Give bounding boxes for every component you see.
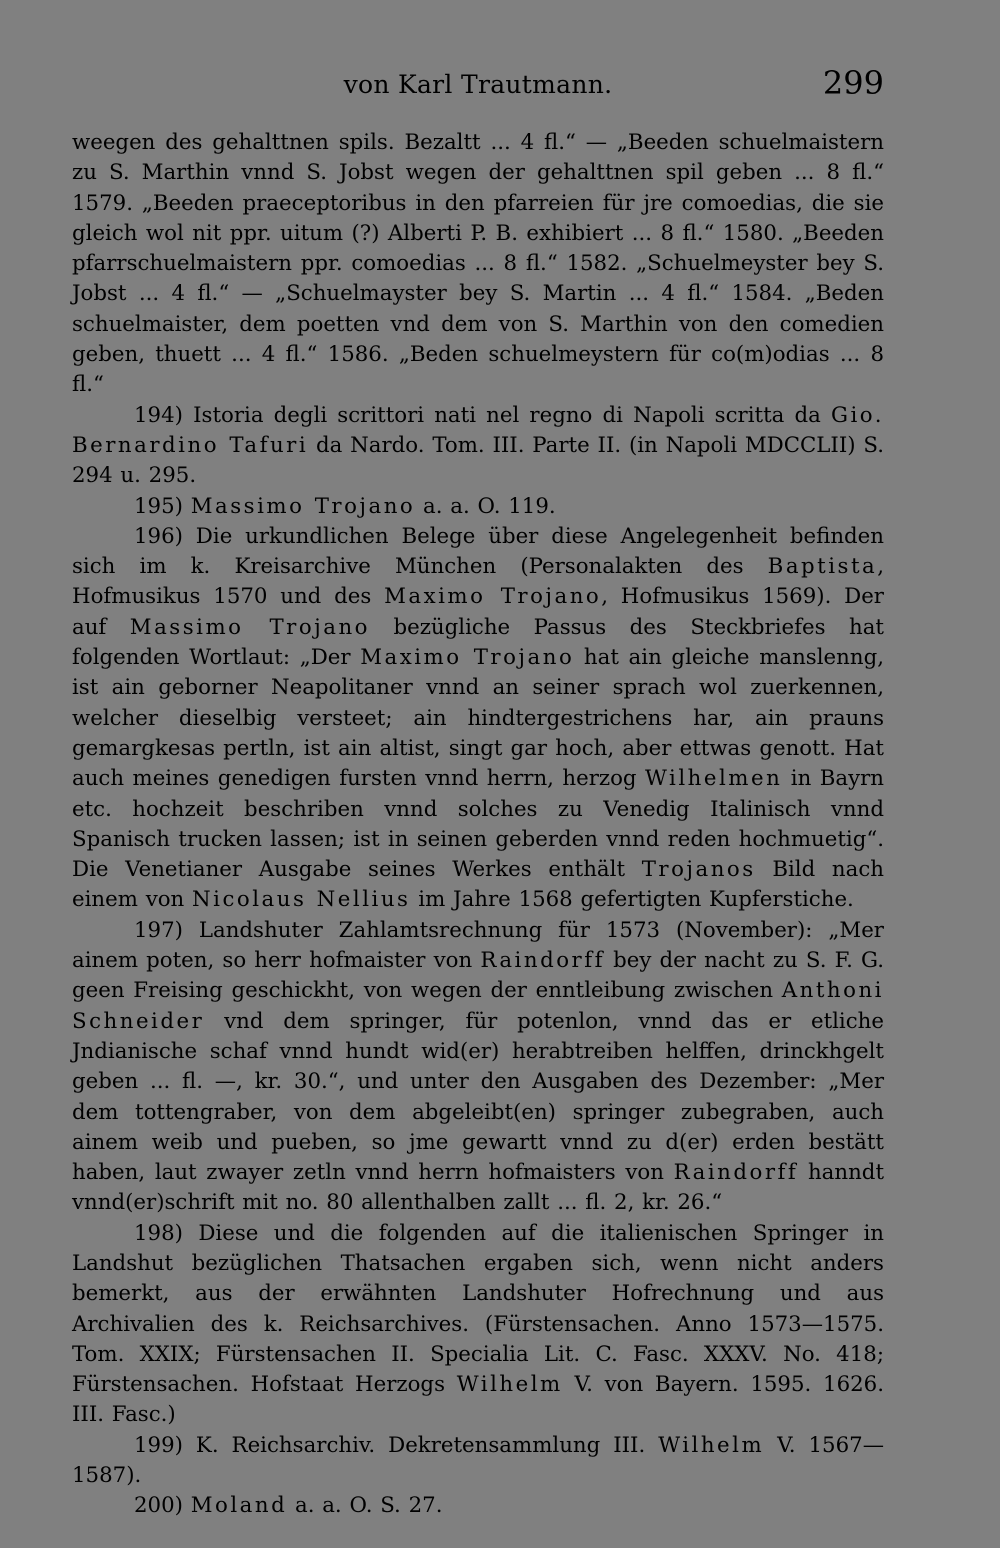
footnote-195	[72, 492, 884, 522]
spaced-name: Moland	[190, 1493, 288, 1519]
spaced-name: Maximo Trojano	[384, 584, 602, 610]
spaced-name: Nicolaus Nellius	[192, 887, 411, 913]
footnote-text: hat ain gleiche manslenng, ist ain geborner Neapolitaner vnnd an seiner sprach wol zuerkennen, welcher dieselbig versteet; ain hindtergestrichens har, ain prauns gemargkesas pertln, ist ain altist, singt gar hoch, aber ettwas genott. Hat auch meines genedigen fursten vnnd herrn, herzog	[72, 645, 884, 792]
footnote-text: 199) K. Reichsarchiv. Dekretensammlung III.	[134, 1432, 659, 1458]
footnote-text: in Bayrn etc. hochzeit beschriben vnnd solches zu Venedig Italinisch vnnd Spanisch trucken lassen; ist in seinen geberden vnnd reden hochmuetig“. Die Venetianer Ausgabe seines Werkes enthält	[72, 766, 885, 883]
spaced-name: Massimo Trojano	[129, 614, 370, 640]
spaced-name: Wilhelmen	[645, 766, 783, 792]
continuation-paragraph	[72, 128, 884, 401]
footnote-text: V. 1567—1587).	[72, 1432, 884, 1489]
footnote-text: 200)	[134, 1493, 191, 1519]
footnote-text: bezügliche Passus des Steckbriefes hat folgenden Wortlaut: „Der	[72, 614, 884, 671]
paragraph-text: weegen des gehalttnen spils. Bezaltt ... 4 fl.“ — „Beeden schuelmaistern zu S. Marthin vnnd S. Jobst wegen der gehalttnen spil geben ... 8 fl.“ 1579. „Beeden praeceptoribus in den pfarreien für jre comoedias, die sie gleich wol nit ppr. uitum (?) Alberti P. B. exhibiert ... 8 fl.“ 1580. „Beeden pfarrschuelmaistern ppr. comoedias ... 8 fl.“ 1582. „Schuelmeyster bey S. Jobst ... 4 fl.“ — „Schuelmayster bey S. Martin ... 4 fl.“ 1584. „Beden schuelmaister, dem poetten vnd dem von S. Marthin von den comedien geben, thuett ... 4 fl.“ 1586. „Beden schuelmeystern für co(m)odias ... 8 fl.“	[72, 130, 884, 398]
footnote-199	[72, 1431, 884, 1492]
footnote-text: im Jahre 1568 gefertigten Kupferstiche.	[410, 887, 854, 913]
spaced-name: Massimo Trojano	[190, 493, 416, 519]
page-number: 299	[822, 64, 884, 102]
footnote-text: da Nardo. Tom. III. Parte II. (in Napoli MDCCLII) S. 294 u. 295.	[72, 432, 884, 489]
footnote-text: Bild nach einem von	[72, 857, 884, 913]
footnote-text: , Hofmusikus 1569). Der auf	[72, 584, 884, 640]
footnote-text: 195)	[134, 493, 191, 519]
spaced-name: Maximo Trojano	[360, 645, 575, 671]
footnote-text: a. a. O. 119.	[415, 493, 556, 519]
footnote-197	[72, 916, 884, 1219]
spaced-name: Anthoni Schneider	[72, 978, 884, 1034]
footnote-text: bey der nacht zu S. F. G. geen Freising geschickht, von wegen der enntleibung zwischen	[72, 948, 885, 1004]
footnote-198	[72, 1219, 884, 1431]
footnote-text: hanndt vnnd(er)schrift mit no. 80 allenthalben zallt ... fl. 2, kr. 26.“	[72, 1160, 884, 1216]
footnote-194	[72, 401, 884, 492]
page-body	[72, 128, 884, 1522]
footnote-196	[72, 522, 884, 916]
footnote-text: , Hofmusikus 1570 und des	[72, 554, 884, 610]
spaced-name: Trojanos	[641, 857, 756, 883]
footnote-text: vnd dem springer, für potenlon, vnnd das er etliche Jndianische schaf vnnd hundt wid(er) herabtreiben helffen, drinckhgelt geben ... fl. —, kr. 30.“, und unter den Ausgaben des Dezember: „Mer dem tottengraber, von dem abgeleibt(en) springer zubegraben, auch ainem weib und pueben, so jme gewartt vnnd zu d(er) erden bestätt haben, laut zwayer zetln vnnd herrn hofmaisters von	[72, 1008, 884, 1186]
spaced-name: Gio. Bernardino Tafuri	[72, 402, 884, 458]
footnote-200	[72, 1491, 884, 1521]
spaced-name: Wilhelm	[658, 1432, 765, 1458]
footnote-text: V. von Bayern. 1595. 1626. III. Fasc.)	[72, 1372, 885, 1428]
spaced-name: Wilhelm	[456, 1372, 563, 1398]
footnote-text: 194) Istoria degli scrittori nati nel regno di Napoli scritta da	[134, 402, 831, 428]
document-page	[72, 60, 885, 1519]
footnote-text: a. a. O. S. 27.	[287, 1493, 443, 1519]
spaced-name: Raindorff	[673, 1160, 799, 1186]
footnote-text: 197) Landshuter Zahlamtsrechnung für 1573 (November): „Mer ainem poten, so herr hofmaister von	[72, 917, 884, 974]
page-header	[72, 60, 884, 116]
footnote-text: 198) Diese und die folgenden auf die italienischen Springer in Landshut bezüglichen Thatsachen ergaben sich, wenn nicht anders bemerkt, aus der erwähnten Landshuter Hofrechnung und aus Archivalien des k. Reichsarchives. (Fürstensachen. Anno 1573—1575. Tom. XXIX; Fürstensachen II. Specialia Lit. C. Fasc. XXXV. No. 418; Fürstensachen. Hofstaat Herzogs	[72, 1220, 884, 1398]
running-head: von Karl Trautmann.	[343, 70, 613, 99]
spaced-name: Baptista	[767, 554, 878, 580]
spaced-name: Raindorff	[480, 948, 605, 974]
footnote-text: 196) Die urkundlichen Belege über diese Angelegenheit befinden sich im k. Kreisarchive München (Personalakten des	[72, 523, 884, 580]
